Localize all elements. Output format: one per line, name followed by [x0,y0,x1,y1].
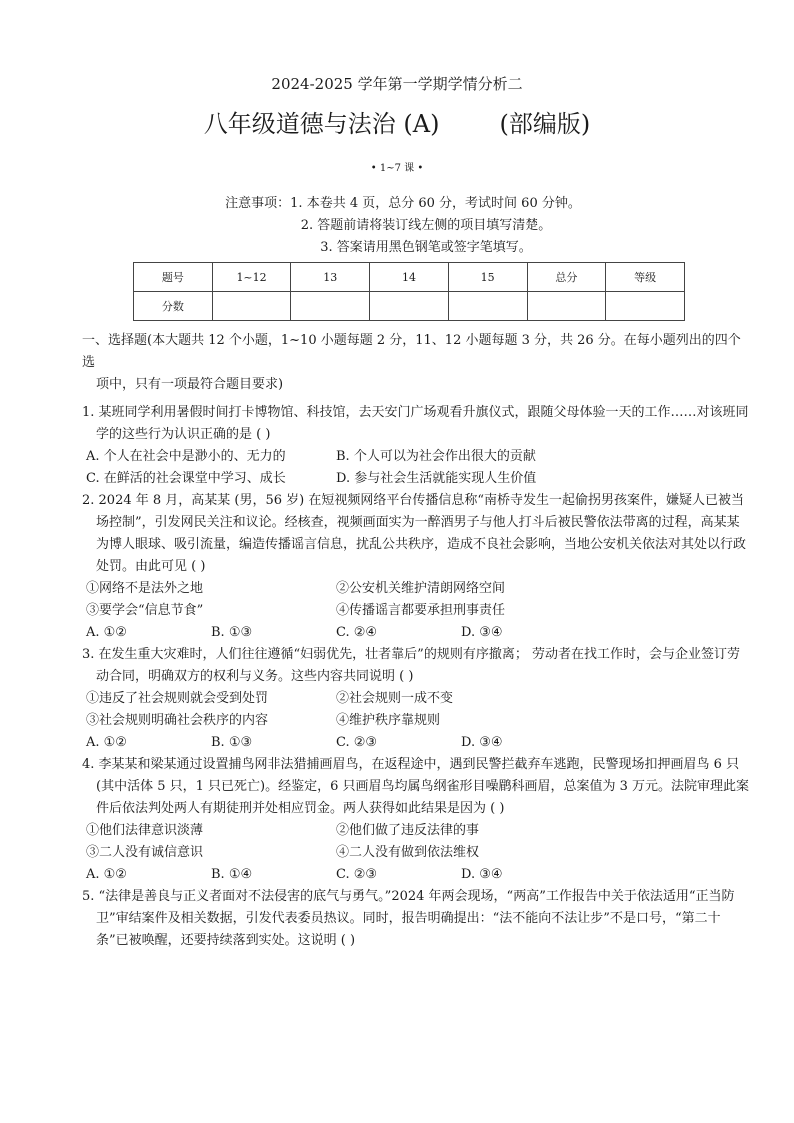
question-2-items-row1 [82,578,752,600]
question-2-choices [82,622,752,644]
question-2 [82,490,752,644]
option-b: B. ①③ [211,625,253,640]
exam-title [0,107,794,141]
option-b: B. ①④ [211,867,253,882]
option-a: A. ①② [86,625,127,640]
score-cell [370,292,449,321]
section-heading-line1: 一、选择题(本大题共 12 个小题，1~10 小题每题 2 分，11、12 小题每题 3 分，共 26 分。在每小题列出的四个选 [82,333,741,370]
question-2-stem: 2. 2024 年 8 月，高某某 (男，56 岁) 在短视频网络平台传播信息称“南桥寺发生一起偷拐男孩案件，嫌疑人已被当场控制”，引发网民关注和议论。经核查，视频画面实为一醉酒男子与他人打斗后被民警依法带离的过程，高某某为博人眼球、吸引流量，编造传播谣言信息，扰乱公共秩序，造成不良社会影响，当地公安机关依法对其处以行政处罚。由此可见 ( ) [82,493,747,574]
item-3: ③要学会“信息节食” [86,603,204,618]
lesson-range: • 1~7 课 • [370,163,424,174]
question-5 [82,886,752,952]
option-c: C. ②④ [336,625,378,640]
question-1 [82,402,752,490]
item-1: ①他们法律意识淡薄 [86,823,204,838]
option-c: C. ②③ [336,867,378,882]
score-cell [291,292,370,321]
question-1-options-row1 [82,446,752,468]
option-d: D. ③④ [461,735,503,750]
score-cell [606,292,685,321]
question-2-items-row2 [82,600,752,622]
question-1-options-row2 [82,468,752,490]
score-row-label: 分数 [134,292,213,321]
title-edition: (部编版) [499,110,591,138]
item-1: ①网络不是法外之地 [86,581,204,596]
score-table-header-row [134,263,685,292]
exam-content [82,330,752,952]
option-c: C. 在鲜活的社会课堂中学习、成长 [86,471,286,486]
option-a: A. ①② [86,867,127,882]
score-header-cell: 题号 [134,263,213,292]
question-3-items-row1 [82,688,752,710]
question-4-items-row2 [82,842,752,864]
exam-subtitle: 2024-2025 学年第一学期学情分析二 [271,75,523,93]
question-3-items-row2 [82,710,752,732]
item-1: ①违反了社会规则就会受到处罚 [86,691,269,706]
title-main: 八年级道德与法治 (A) [203,110,440,138]
score-table [133,262,685,321]
note-line-3: 3. 答案请用黑色钢笔或签字笔填写。 [320,240,532,255]
question-3-choices [82,732,752,754]
option-c: C. ②③ [336,735,378,750]
item-3: ③二人没有诚信意识 [86,845,204,860]
option-a: A. ①② [86,735,127,750]
item-2: ②公安机关维护清朗网络空间 [336,581,506,596]
note-line-1: 注意事项：1. 本卷共 4 页，总分 60 分，考试时间 60 分钟。 [225,196,581,211]
item-4: ④传播谣言都要承担刑事责任 [336,603,506,618]
question-5-stem: 5. “法律是善良与正义者面对不法侵害的底气与勇气。”2024 年两会现场，“两高”工作报告中关于依法适用“正当防卫”审结案件及相关数据，引发代表委员热议。同时，报告明确提出：“法不能向不法让步”不是口号，“第二十条”已被唤醒，还要持续落到实处。这说明 ( ) [82,889,735,948]
option-d: D. 参与社会生活就能实现人生价值 [336,471,537,486]
option-b: B. 个人可以为社会作出很大的贡献 [336,449,536,464]
exam-notes [0,193,794,259]
item-2: ②社会规则一成不变 [336,691,454,706]
option-d: D. ③④ [461,625,503,640]
item-3: ③社会规则明确社会秩序的内容 [86,713,269,728]
question-4-items-row1 [82,820,752,842]
question-4 [82,754,752,886]
option-d: D. ③④ [461,867,503,882]
section-heading [82,330,752,396]
question-4-choices [82,864,752,886]
score-header-cell: 14 [370,263,449,292]
item-2: ②他们做了违反法律的事 [336,823,480,838]
score-cell [448,292,527,321]
item-4: ④二人没有做到依法维权 [336,845,480,860]
option-b: B. ①③ [211,735,253,750]
score-header-cell: 13 [291,263,370,292]
option-a: A. 个人在社会中是渺小的、无力的 [86,449,286,464]
score-header-cell: 总分 [527,263,606,292]
score-table-score-row [134,292,685,321]
section-heading-line2: 项中，只有一项最符合题目要求) [96,377,284,392]
item-4: ④维护秩序靠规则 [336,713,441,728]
question-3-stem: 3. 在发生重大灾难时，人们往往遵循“妇弱优先，壮者靠后”的规则有序撤离； 劳动者在找工作时，会与企业签订劳动合同，明确双方的权利与义务。这些内容共同说明 ( ) [82,647,740,684]
question-3 [82,644,752,754]
score-header-cell: 1~12 [212,263,291,292]
score-cell [212,292,291,321]
note-line-2: 2. 答题前请将装订线左侧的项目填写清楚。 [300,218,552,233]
question-4-stem: 4. 李某某和梁某通过设置捕鸟网非法猎捕画眉鸟，在返程途中，遇到民警拦截弃车逃跑，民警现场扣押画眉鸟 6 只(其中活体 5 只，1 只已死亡)。经鉴定，6 只画眉鸟均属鸟纲雀形目噪鹛科画眉，总案值为 3 万元。法院审理此案件后依法判处两人有期徒刑并处相应罚金。两人获得如此结果是因为 ( ) [82,757,750,816]
score-cell [527,292,606,321]
question-1-stem: 1. 某班同学利用暑假时间打卡博物馆、科技馆，去天安门广场观看升旗仪式，跟随父母体验一天的工作……对该班同学的这些行为认识正确的是 ( ) [82,405,749,442]
score-header-cell: 15 [448,263,527,292]
score-header-cell: 等级 [606,263,685,292]
